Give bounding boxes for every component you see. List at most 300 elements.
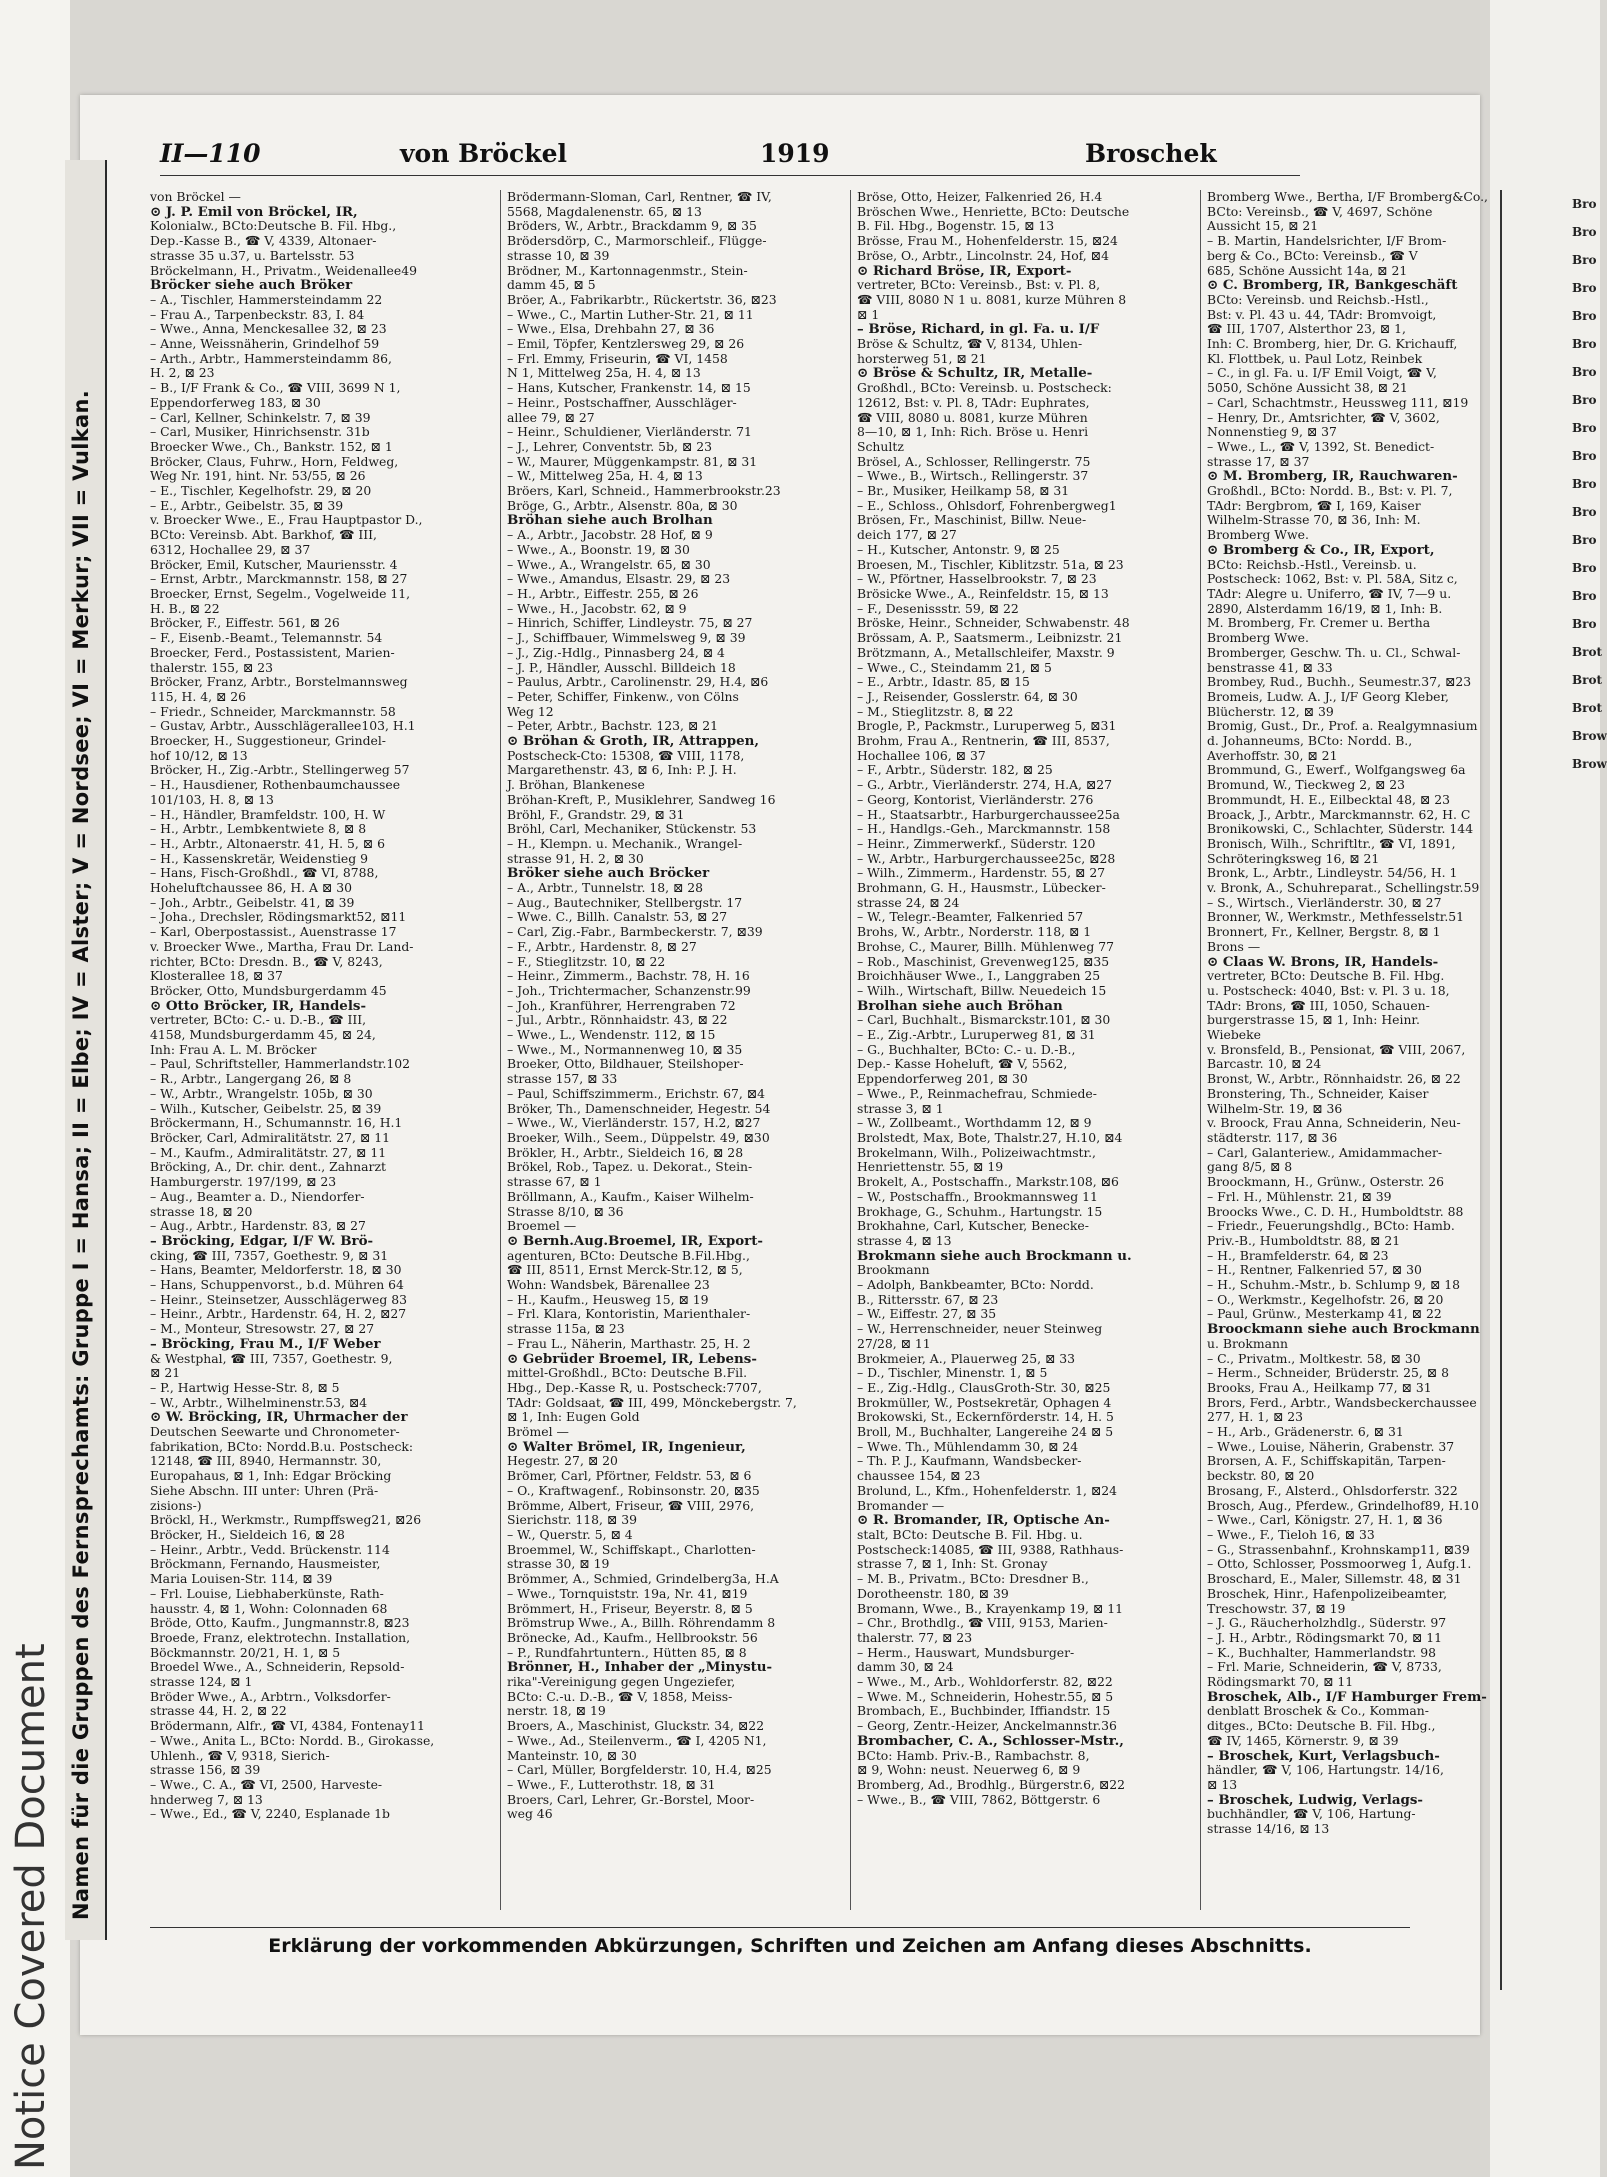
directory-entry: Wiebeke [1207,1027,1261,1043]
directory-entry: – Aug., Arbtr., Hardenstr. 83, ⊠ 27 [150,1218,366,1234]
directory-entry: Eppendorferweg 183, ⊠ 30 [150,394,321,410]
directory-entry: Weg Nr. 191, hint. Nr. 53/55, ⊠ 26 [150,468,366,484]
directory-entry: – H., Händler, Bramfeldstr. 100, H. W [150,806,386,822]
directory-entry: – H., Arbtr., Altonaerstr. 41, H. 5, ⊠ 6 [150,835,385,851]
directory-entry: – Wilh., Wirtschaft, Billw. Neuedeich 15 [857,982,1107,998]
directory-entry: Priv.-B., Humboldtstr. 88, ⊠ 21 [1207,1232,1401,1248]
directory-entry: BCto: Hamb. Priv.-B., Rambachstr. 8, [857,1747,1090,1763]
directory-entry: Bröcker, Otto, Mundsburgerdamm 45 [150,982,387,998]
directory-entry: – Friedr., Schneider, Marckmannstr. 58 [150,703,396,719]
directory-entry: Bröcking, A., Dr. chir. dent., Zahnarzt [150,1159,386,1175]
directory-entry: Bromberg, Ad., Brodhlg., Bürgerstr.6, ⊠22 [857,1776,1125,1792]
directory-entry: chaussee 154, ⊠ 23 [857,1468,981,1484]
directory-entry: ☎ VIII, 8080 u. 8081, kurze Mühren [857,409,1088,425]
directory-entry: – Hans, Schuppenvorst., b.d. Mühren 64 [150,1277,404,1293]
directory-entry: Brösel, A., Schlosser, Rellingerstr. 75 [857,453,1091,469]
directory-entry: allee 79, ⊠ 27 [507,409,595,425]
directory-entry: – Wwe., M., Normannenweg 10, ⊠ 35 [507,1041,743,1057]
directory-entry: Bronnert, Fr., Kellner, Bergstr. 8, ⊠ 1 [1207,924,1441,940]
directory-entry: Bröske, Heinr., Schneider, Schwabenstr. 48 [857,615,1130,631]
directory-entry: – Wwe., M., Arb., Wohldorferstr. 82, ⊠22 [857,1674,1113,1690]
directory-entry: v. Broecker Wwe., E., Frau Hauptpastor D., [150,512,423,528]
directory-entry: Deutschen Seewarte und Chronometer- [150,1424,400,1440]
directory-entry: – Henry, Dr., Amtsrichter, ☎ V, 3602, [1207,409,1440,425]
directory-entry: strasse 44, H. 2, ⊠ 22 [150,1703,287,1719]
directory-entry: Brökel, Rob., Tapez. u. Dekorat., Stein- [507,1159,753,1175]
directory-entry: – H., Kutscher, Antonstr. 9, ⊠ 25 [857,541,1060,557]
directory-entry: Bröcker, Emil, Kutscher, Mauriensstr. 4 [150,556,398,572]
directory-entry: – Wwe., Anna, Menckesallee 32, ⊠ 23 [150,321,387,337]
directory-entry: – Georg, Zentr.-Heizer, Anckelmannstr.36 [857,1718,1117,1734]
directory-entry: Bromeis, Ludw. A. J., I/F Georg Kleber, [1207,688,1449,704]
directory-entry: – Wwe., C. A., ☎ VI, 2500, Harveste- [150,1776,383,1792]
directory-entry: H. 2, ⊠ 23 [150,365,215,381]
directory-entry: Bröse, Otto, Heizer, Falkenried 26, H.4 [857,189,1103,204]
directory-entry: Postscheck-Cto: 15308, ☎ VIII, 1178, [507,747,745,763]
directory-entry: Bröder Wwe., A., Arbtrn., Volksdorfer- [150,1688,391,1704]
edge-overlay-text: Notice Covered Document [8,1643,54,2170]
directory-entry: beckstr. 80, ⊠ 20 [1207,1468,1315,1484]
directory-entry: Wilhelm-Strasse 70, ⊠ 36, Inh: M. [1207,512,1421,528]
directory-entry: Treschowstr. 37, ⊠ 19 [1207,1600,1346,1616]
directory-entry: – Aug., Bautechniker, Stellbergstr. 17 [507,894,743,910]
directory-entry: – Wwe., W., Vierländerstr. 157, H.2, ⊠27 [507,1115,761,1131]
directory-entry: Bröhl, F., Grandstr. 29, ⊠ 31 [507,806,685,822]
directory-entry: – C., in gl. Fa. u. I/F Emil Voigt, ☎ V, [1207,365,1437,381]
directory-entry: ⊙ Bromberg & Co., IR, Export, [1207,541,1435,558]
directory-entry: – Paul, Schriftsteller, Hammerlandstr.102 [150,1056,411,1072]
directory-entry: – P., Hartwig Hesse-Str. 8, ⊠ 5 [150,1379,340,1395]
directory-column-1 [150,190,490,1910]
directory-entry: 685, Schöne Aussicht 14a, ⊠ 21 [1207,262,1408,278]
directory-entry: – G., Buchhalter, BCto: C.- u. D.-B., [857,1041,1076,1057]
directory-entry: BCto: Vereinsb. Abt. Barkhof, ☎ III, [150,527,377,543]
directory-entry: – Hans, Beamter, Meldorferstr. 18, ⊠ 30 [150,1262,402,1278]
directory-entry: strasse 67, ⊠ 1 [507,1174,602,1190]
directory-entry: strasse 24, ⊠ 24 [857,894,960,910]
directory-entry: – H., Hausdiener, Rothenbaumchaussee [150,777,401,793]
directory-entry: v. Broecker Wwe., Martha, Frau Dr. Land- [150,938,414,954]
directory-entry: Brössam, A. P., Saatsmerm., Leibnizstr. 21 [857,630,1123,646]
directory-entry: stalt, BCto: Deutsche B. Fil. Hbg. u. [857,1526,1083,1542]
adjacent-page-entry: Bro [1572,589,1597,603]
directory-entry: Strasse 8/10, ⊠ 36 [507,1203,624,1219]
directory-entry: – F., Desenissstr. 59, ⊠ 22 [857,600,1019,616]
directory-entry: Brokhage, G., Schuhm., Hartungstr. 15 [857,1203,1103,1219]
directory-entry: Uhlenh., ☎ V, 9318, Sierich- [150,1747,330,1763]
directory-entry: Klosterallee 18, ⊠ 37 [150,968,283,984]
directory-entry: Brolund, L., Kfm., Hohenfelderstr. 1, ⊠24 [857,1482,1117,1498]
directory-entry: Broecker, Ernst, Segelm., Vogelweide 11, [150,585,411,601]
directory-entry: Brokowski, St., Eckernförderstr. 14, H. 5 [857,1409,1114,1425]
adjacent-page-entry: Bro [1572,533,1597,547]
directory-entry: – Peter, Arbtr., Bachstr. 123, ⊠ 21 [507,718,718,734]
footer-divider [150,1927,1410,1928]
directory-entry: Barcastr. 10, ⊠ 24 [1207,1056,1322,1072]
edge-overlay [0,900,60,2177]
directory-entry: Brors, Ferd., Arbtr., Wandsbeckerchaussee [1207,1394,1477,1410]
adjacent-page-entry: Brow [1572,757,1607,771]
directory-entry: Brödersdörp, C., Marmorschleif., Flügge- [507,233,767,249]
directory-entry: – Wwe., H., Jacobstr. 62, ⊠ 9 [507,600,687,616]
directory-entry: Brökler, H., Arbtr., Sieldeich 16, ⊠ 28 [507,1144,744,1160]
adjacent-page-entry: Brow [1572,729,1607,743]
directory-entry: ⊙ C. Bromberg, IR, Bankgeschäft [1207,277,1458,294]
directory-entry: berg & Co., BCto: Vereinsb., ☎ V [1207,247,1418,263]
directory-entry: Schultz [857,438,904,454]
directory-entry: – Wwe., A., Wrangelstr. 65, ⊠ 30 [507,556,711,572]
directory-entry: Bröckl, H., Werkmstr., Rumpffsweg21, ⊠26 [150,1512,422,1528]
directory-entry: Brösse, Frau M., Hohenfelderstr. 15, ⊠24 [857,233,1118,249]
directory-entry: – E., Schloss., Ohlsdorf, Fohrenbergweg1 [857,497,1117,513]
directory-entry: – Wwe., C., Martin Luther-Str. 21, ⊠ 11 [507,306,754,322]
directory-entry: thalerstr. 155, ⊠ 23 [150,659,273,675]
directory-entry: – E., Zig.-Hdlg., ClausGroth-Str. 30, ⊠25 [857,1379,1111,1395]
directory-entry: vertreter, BCto: C.- u. D.-B., ☎ III, [150,1012,367,1028]
side-banner-text: Namen für die Gruppen des Fernsprechamts: Gruppe I = Hansa; II = Elbe; IV = Alster; V = Nordsee; VI = Merkur; VII = Vulkan. [69,390,93,1920]
directory-entry: – Carl, Müller, Borgfelderstr. 10, H.4, ⊠25 [507,1762,772,1778]
directory-entry: Brömmert, H., Friseur, Beyerstr. 8, ⊠ 5 [507,1600,753,1616]
directory-entry: Wilhelm-Str. 19, ⊠ 36 [1207,1100,1343,1116]
directory-entry: – F., Arbtr., Hardenstr. 8, ⊠ 27 [507,938,697,954]
directory-entry: – Wwe., B., ☎ VIII, 7862, Böttgerstr. 6 [857,1791,1101,1807]
adjacent-page-entry: Bro [1572,197,1597,211]
directory-entry: – J. G., Räucherholzhdlg., Süderstr. 97 [1207,1615,1447,1631]
directory-entry: Bröse & Schultz, ☎ V, 8134, Uhlen- [857,336,1083,352]
directory-entry: – W., Arbtr., Harburgerchaussee25c, ⊠28 [857,850,1116,866]
directory-entry: Blücherstr. 12, ⊠ 39 [1207,703,1334,719]
directory-entry: städterstr. 117, ⊠ 36 [1207,1130,1338,1145]
directory-entry: Bröckermann, H., Schumannstr. 16, H.1 [150,1115,403,1131]
directory-entry: – M., Kaufm., Admiralitätstr. 27, ⊠ 11 [150,1144,387,1160]
adjacent-page-fragment [1500,190,1607,1990]
directory-entry: – Wwe. Th., Mühlendamm 30, ⊠ 24 [857,1438,1079,1454]
adjacent-page-entry: Bro [1572,225,1597,239]
directory-entry: Brohs, W., Arbtr., Norderstr. 118, ⊠ 1 [857,924,1092,940]
directory-entry: – Aug., Beamter a. D., Niendorfer- [150,1188,365,1204]
adjacent-page-entry: Bro [1572,309,1597,323]
directory-entry: Bromberg Wwe., Bertha, I/F Bromberg&Co., [1207,189,1488,204]
directory-entry: Brösicke Wwe., A., Reinfeldstr. 15, ⊠ 13 [857,585,1109,601]
adjacent-page-entry: Bro [1572,561,1597,575]
directory-entry: – Wwe., F., Tieloh 16, ⊠ 33 [1207,1526,1375,1542]
directory-entry: – Chr., Brothdlg., ☎ VIII, 9153, Marien- [857,1615,1108,1631]
directory-entry: Brömer, Carl, Pförtner, Feldstr. 53, ⊠ 6 [507,1468,752,1484]
directory-entry: u. Postscheck: 4040, Bst: v. Pl. 3 u. 18, [1207,982,1450,998]
directory-entry: Kl. Flottbek, u. Paul Lotz, Reinbek [1207,350,1423,366]
directory-entry: – Bröse, Richard, in gl. Fa. u. I/F [857,321,1100,338]
directory-entry: ⊙ Bernh.Aug.Broemel, IR, Export- [507,1232,763,1249]
directory-entry: – Carl, Buchhalt., Bismarckstr.101, ⊠ 30 [857,1012,1111,1028]
directory-entry: ⊙ W. Bröcking, IR, Uhrmacher der [150,1409,408,1426]
directory-entry: – W., Maurer, Müggenkampstr. 81, ⊠ 31 [507,453,758,469]
directory-entry: M. Bromberg, Fr. Cremer u. Bertha [1207,615,1431,631]
directory-entry: Bröckmann, Fernando, Hausmeister, [150,1556,381,1572]
directory-entry: Großhdl., BCto: Nordd. B., Bst: v. Pl. 7, [1207,483,1453,499]
directory-entry: Brombach, E., Buchbinder, Iffiandstr. 15 [857,1703,1111,1719]
directory-entry: – H., Kassenskretär, Weidenstieg 9 [150,850,369,866]
directory-entry: – Joh., Kranführer, Herrengraben 72 [507,997,736,1013]
directory-entry: ⊠ 9, Wohn: neust. Neuerweg 6, ⊠ 9 [857,1762,1081,1778]
directory-entry: Schröteringksweg 16, ⊠ 21 [1207,850,1380,866]
directory-entry: Hbg., Dep.-Kasse R, u. Postscheck:7707, [507,1379,762,1395]
directory-entry: Broede, Franz, elektrotechn. Installation, [150,1629,411,1645]
directory-entry: vertreter, BCto: Deutsche B. Fil. Hbg. [1207,968,1445,984]
directory-entry: burgerstrasse 15, ⊠ 1, Inh: Heinr. [1207,1012,1420,1028]
directory-entry: hnderweg 7, ⊠ 13 [150,1791,263,1807]
directory-entry: Brohm, Frau A., Rentnerin, ☎ III, 8537, [857,733,1110,749]
directory-entry: Broschek, Alb., I/F Hamburger Frem- [1207,1688,1487,1705]
directory-entry: strasse 156, ⊠ 39 [150,1762,261,1778]
directory-entry: – Paul, Schiffszimmerm., Erichstr. 67, ⊠4 [507,1085,765,1101]
header-year: 1919 [760,139,830,168]
directory-entry: – F., Eisenb.-Beamt., Telemannstr. 54 [150,630,383,646]
directory-entry: – H., Rentner, Falkenried 57, ⊠ 30 [1207,1262,1422,1278]
directory-entry: Sierichstr. 118, ⊠ 39 [507,1512,637,1528]
directory-entry: Broichhäuser Wwe., I., Langgraben 25 [857,968,1101,984]
directory-entry: 5568, Magdalenenstr. 65, ⊠ 13 [507,203,702,219]
directory-entry: – C., Privatm., Moltkestr. 58, ⊠ 30 [1207,1350,1421,1366]
directory-entry: Brödermann-Sloman, Carl, Rentner, ☎ IV, [507,189,772,204]
directory-entry: – J., Lehrer, Conventstr. 5b, ⊠ 23 [507,438,712,454]
directory-entry: – Wwe., Louise, Näherin, Grabenstr. 37 [1207,1438,1455,1454]
directory-entry: richter, BCto: Dresdn. B., ☎ V, 8243, [150,953,383,969]
directory-entry: v. Bronsfeld, B., Pensionat, ☎ VIII, 2067, [1207,1041,1466,1057]
directory-entry: – E., Arbtr., Geibelstr. 35, ⊠ 39 [150,497,344,513]
directory-entry: Bromig, Gust., Dr., Prof. a. Realgymnasium [1207,718,1478,734]
directory-entry: – Hans, Fisch-Großhdl., ☎ VI, 8788, [150,865,379,881]
directory-entry: Brohmann, G. H., Hausmstr., Lübecker- [857,880,1106,896]
directory-entry: – H., Staatsarbtr., Harburgerchaussee25a [857,806,1120,822]
directory-entry: – Heinr., Zimmerm., Bachstr. 78, H. 16 [507,968,750,984]
directory-entry: B. Fil. Hbg., Bogenstr. 15, ⊠ 13 [857,218,1055,234]
directory-entry: – R., Arbtr., Langergang 26, ⊠ 8 [150,1071,352,1087]
directory-entry: BCto: Reichsb.-Hstl., Vereinsb. u. [1207,556,1417,572]
directory-entry: Bröge, G., Arbtr., Alsenstr. 80a, ⊠ 30 [507,497,738,513]
directory-entry: Aussicht 15, ⊠ 21 [1207,218,1319,234]
directory-entry: v. Broock, Frau Anna, Schneiderin, Neu- [1207,1115,1461,1131]
directory-entry: TAdr: Brons, ☎ III, 1050, Schauen- [1207,997,1430,1013]
directory-entry: ⊙ Otto Bröcker, IR, Handels- [150,997,367,1014]
directory-entry: – J., Reisender, Gosslerstr. 64, ⊠ 30 [857,688,1078,704]
directory-entry: – Georg, Kontorist, Vierländerstr. 276 [857,791,1094,807]
side-banner [65,160,107,1940]
directory-entry: – Wwe., Tornquiststr. 19a, Nr. 41, ⊠19 [507,1585,748,1601]
directory-entry: strasse 10, ⊠ 39 [507,247,610,263]
directory-entry: 27/28, ⊠ 11 [857,1335,931,1351]
directory-entry: – Paulus, Arbtr., Carolinenstr. 29, H.4, ⊠6 [507,674,769,690]
directory-entry: ⊠ 13 [1207,1776,1238,1792]
adjacent-page-entry: Bro [1572,393,1597,407]
directory-entry: – W., Pförtner, Hasselbrookstr. 7, ⊠ 23 [857,571,1097,587]
directory-entry: – Wwe., Ad., Steilenverm., ☎ I, 4205 N1, [507,1732,767,1748]
directory-entry: ⊙ Bröse & Schultz, IR, Metalle- [857,365,1093,382]
directory-entry: Bromann, Wwe., B., Krayenkamp 19, ⊠ 11 [857,1600,1123,1616]
directory-entry: Brokmann siehe auch Brockmann u. [857,1247,1132,1264]
directory-entry: – Wilh., Zimmerm., Hardenstr. 55, ⊠ 27 [857,865,1106,881]
directory-entry: damm 30, ⊠ 24 [857,1659,954,1675]
directory-entry: Bröers, Karl, Schneid., Hammerbrookstr.23 [507,483,781,499]
directory-entry: nerstr. 18, ⊠ 19 [507,1703,606,1719]
directory-entry: – Bröcking, Frau M., I/F Weber [150,1335,381,1352]
directory-entry: Bröcker, Claus, Fuhrw., Horn, Feldweg, [150,453,399,469]
directory-entry: – Br., Musiker, Heilkamp 58, ⊠ 31 [857,483,1070,499]
directory-entry: Bronisch, Wilh., Schriftltr., ☎ VI, 1891, [1207,835,1456,851]
directory-entry: Broecker Wwe., Ch., Bankstr. 152, ⊠ 1 [150,438,393,454]
directory-entry: – Heinr., Arbtr., Hardenstr. 64, H. 2, ⊠27 [150,1306,407,1322]
directory-entry: Kolonialw., BCto:Deutsche B. Fil. Hbg., [150,218,397,234]
directory-entry: Bröker siehe auch Bröcker [507,865,710,882]
directory-entry: – W., Postschaffn., Brookmannsweg 11 [857,1188,1098,1204]
directory-entry: – J., Schiffbauer, Wimmelsweg 9, ⊠ 39 [507,630,746,646]
directory-entry: – Wwe., Elsa, Drehbahn 27, ⊠ 36 [507,321,715,337]
directory-entry: – H., Arb., Grädenerstr. 6, ⊠ 31 [1207,1424,1404,1440]
directory-entry: Bröcker, Carl, Admiralitätstr. 27, ⊠ 11 [150,1130,391,1145]
directory-entry: – Wwe. C., Billh. Canalstr. 53, ⊠ 27 [507,909,728,925]
directory-entry: – M., Monteur, Stresowstr. 27, ⊠ 27 [150,1321,375,1337]
directory-entry: – A., Arbtr., Tunnelstr. 18, ⊠ 28 [507,880,704,896]
directory-entry: – J., Zig.-Hdlg., Pinnasberg 24, ⊠ 4 [507,644,725,660]
directory-entry: Europahaus, ⊠ 1, Inh: Edgar Bröcking [150,1468,392,1484]
directory-entry: BCto: C.-u. D.-B., ☎ V, 1858, Meiss- [507,1688,733,1704]
directory-entry: – Hinrich, Schiffer, Lindleystr. 75, ⊠ 27 [507,615,753,631]
directory-entry: Margarethenstr. 43, ⊠ 6, Inh: P. J. H. [507,762,737,778]
directory-entry: Bröcker siehe auch Bröker [150,277,353,294]
directory-entry: ⊠ 1 [857,306,880,322]
directory-entry: hof 10/12, ⊠ 13 [150,747,248,763]
directory-entry: – Wwe., Anita L., BCto: Nordd. B., Girokasse, [150,1732,435,1748]
directory-entry: – Friedr., Feuerungshdlg., BCto: Hamb. [1207,1218,1455,1234]
directory-entry: – Frau L., Näherin, Marthastr. 25, H. 2 [507,1335,751,1351]
directory-entry: ditges., BCto: Deutsche B. Fil. Hbg., [1207,1718,1436,1734]
directory-entry: Brokhahne, Carl, Kutscher, Benecke- [857,1218,1089,1234]
directory-entry: Bronst, W., Arbtr., Rönnhaidstr. 26, ⊠ 22 [1207,1071,1461,1087]
directory-entry: – Peter, Schiffer, Finkenw., von Cölns [507,688,739,704]
directory-entry: Broack, J., Arbtr., Marckmannstr. 62, H. C [1207,806,1471,822]
directory-entry: Siehe Abschn. III unter: Uhren (Prä- [150,1482,379,1498]
directory-entry: Brosang, F., Alsterd., Ohlsdorferstr. 322 [1207,1482,1458,1498]
directory-entry: Bronstering, Th., Schneider, Kaiser [1207,1085,1429,1101]
directory-entry: – W., Arbtr., Wilhelminenstr.53, ⊠4 [150,1394,368,1410]
directory-entry: Brorsen, A. F., Schiffskapitän, Tarpen- [1207,1453,1446,1469]
directory-entry: BCto: Vereinsb., ☎ V, 4697, Schöne [1207,203,1433,219]
directory-entry: – Wwe., Amandus, Elsastr. 29, ⊠ 23 [507,571,731,587]
directory-entry: – H., Handlgs.-Geh., Marckmannstr. 158 [857,821,1111,837]
directory-entry: Brommund, G., Ewerf., Wolfgangsweg 6a [1207,762,1466,778]
directory-entry: ⊙ Richard Bröse, IR, Export- [857,262,1072,279]
directory-entry: – E., Zig.-Arbtr., Luruperweg 81, ⊠ 31 [857,1027,1096,1043]
directory-entry: – Th. P. J., Kaufmann, Wandsbecker- [857,1453,1082,1469]
directory-entry: strasse 157, ⊠ 33 [507,1071,618,1087]
directory-entry: – Herm., Hauswart, Mundsburger- [857,1644,1075,1660]
adjacent-page-entry: Bro [1572,617,1597,631]
directory-entry: Broschek, Hinr., Hafenpolizeibeamter, [1207,1585,1448,1601]
directory-entry: B., Rittersstr. 67, ⊠ 23 [857,1291,999,1307]
adjacent-page-entry: Brot [1572,701,1603,715]
directory-entry: Broll, M., Buchhalter, Langereihe 24 ⊠ 5 [857,1424,1114,1440]
directory-entry: – Emil, Töpfer, Kentzlersweg 29, ⊠ 26 [507,336,745,352]
directory-entry: – H., Arbtr., Eiffestr. 255, ⊠ 26 [507,585,699,601]
directory-entry: 4158, Mundsburgerdamm 45, ⊠ 24, [150,1027,376,1043]
directory-entry: strasse 3, ⊠ 1 [857,1100,944,1116]
directory-entry: strasse 4, ⊠ 13 [857,1232,952,1248]
directory-entry: – Frl. Marie, Schneiderin, ☎ V, 8733, [1207,1659,1442,1675]
directory-entry: damm 45, ⊠ 5 [507,277,596,293]
directory-entry: – Herm., Schneider, Brüderstr. 25, ⊠ 8 [1207,1365,1449,1381]
directory-entry: Bromberg Wwe. [1207,630,1309,646]
directory-column-2 [500,190,841,1910]
directory-entry: – Wwe., Ed., ☎ V, 2240, Esplanade 1b [150,1806,390,1822]
directory-entry: – G., Strassenbahnf., Krohnskamp11, ⊠39 [1207,1541,1470,1557]
directory-entry: – G., Arbtr., Vierländerstr. 274, H.A, ⊠27 [857,777,1113,793]
directory-entry: Brokelmann, Wilh., Polizeiwachtmstr., [857,1144,1096,1160]
directory-entry: Inh: C. Bromberg, hier, Dr. G. Krichauff, [1207,336,1458,352]
directory-entry: thalerstr. 77, ⊠ 23 [857,1629,973,1645]
directory-entry: Broockmann siehe auch Brockmann [1207,1321,1480,1338]
directory-entry: – Carl, Schachtmstr., Heussweg 111, ⊠19 [1207,394,1469,410]
directory-entry: – A., Arbtr., Jacobstr. 28 Hof, ⊠ 9 [507,527,713,543]
directory-entry: Bronner, W., Werkmstr., Methfesselstr.51 [1207,909,1465,925]
directory-entry: 2890, Alsterdamm 16/19, ⊠ 1, Inh: B. [1207,600,1443,616]
directory-entry: – Carl, Kellner, Schinkelstr. 7, ⊠ 39 [150,409,371,425]
directory-entry: buchhändler, ☎ V, 106, Hartung- [1207,1806,1416,1822]
directory-entry: Brolhan siehe auch Bröhan [857,997,1063,1014]
directory-entry: – Frl. Louise, Liebhaberkünste, Rath- [150,1585,384,1601]
directory-entry: Nonnenstieg 9, ⊠ 37 [1207,424,1337,440]
directory-entry: – O., Kraftwagenf., Robinsonstr. 20, ⊠35 [507,1482,760,1498]
directory-entry: Bröcker, H., Zig.-Arbtr., Stellingerweg 57 [150,762,410,778]
directory-entry: – F., Arbtr., Süderstr. 182, ⊠ 25 [857,762,1053,778]
directory-entry: Weg 12 [507,703,554,719]
directory-entry: Hoheluftchaussee 86, H. A ⊠ 30 [150,880,352,896]
directory-entry: ⊙ Walter Brömel, IR, Ingenieur, [507,1438,746,1455]
directory-entry: Bröcker, H., Sieldeich 16, ⊠ 28 [150,1526,345,1542]
adjacent-page-entry: Bro [1572,365,1597,379]
directory-entry: ⊙ J. P. Emil von Bröckel, IR, [150,203,358,220]
directory-entry: – Adolph, Bankbeamter, BCto: Nordd. [857,1277,1094,1293]
directory-entry: – Bröcking, Edgar, I/F W. Brö- [150,1232,374,1249]
directory-entry: zisions-) [150,1497,202,1513]
directory-entry: gang 8/5, ⊠ 8 [1207,1159,1293,1175]
directory-entry: – Joha., Drechsler, Rödingsmarkt52, ⊠11 [150,909,407,925]
directory-entry: Brooks, Frau A., Heilkamp 77, ⊠ 31 [1207,1379,1432,1395]
adjacent-page-entry: Bro [1572,253,1597,267]
directory-entry: 8—10, ⊠ 1, Inh: Rich. Bröse u. Henri [857,424,1089,440]
directory-entry: Brötzmann, A., Metallschleifer, Maxstr. 9 [857,644,1115,660]
directory-entry: – W., Eiffestr. 27, ⊠ 35 [857,1306,997,1322]
directory-entry: ⊠ 1, Inh: Eugen Gold [507,1409,640,1425]
directory-entry: J. Bröhan, Blankenese [507,777,645,793]
directory-entry: – Wwe., L., ☎ V, 1392, St. Benedict- [1207,438,1435,454]
directory-entry: Brösen, Fr., Maschinist, Billw. Neue- [857,512,1087,528]
directory-entry: Broesen, M., Tischler, Kiblitzstr. 51a, ⊠ 23 [857,556,1124,572]
directory-entry: horsterweg 51, ⊠ 21 [857,350,987,366]
directory-entry: – Hans, Kutscher, Frankenstr. 14, ⊠ 15 [507,380,751,396]
directory-entry: TAdr: Alegre u. Uniferro, ☎ IV, 7—9 u. [1207,585,1452,601]
directory-entry: Brömstrup Wwe., A., Billh. Röhrendamm 8 [507,1615,776,1631]
directory-entry: H. B., ⊠ 22 [150,600,220,616]
directory-entry: Brömme, Albert, Friseur, ☎ VIII, 2976, [507,1497,755,1513]
adjacent-page-entry: Bro [1572,477,1597,491]
directory-entry: Postscheck:14085, ☎ III, 9388, Rathhaus- [857,1541,1124,1557]
directory-entry: cking, ☎ III, 7357, Goethestr. 9, ⊠ 31 [150,1247,389,1263]
directory-entry: Manteinstr. 10, ⊠ 30 [507,1747,637,1763]
directory-entry: – Wwe., Carl, Königstr. 27, H. 1, ⊠ 36 [1207,1512,1443,1528]
directory-entry: – Carl, Galanteriew., Amidammacher- [1207,1144,1443,1160]
directory-entry: – O., Werkmstr., Kegelhofstr. 26, ⊠ 20 [1207,1291,1444,1307]
directory-entry: – Jul., Arbtr., Rönnhaidstr. 43, ⊠ 22 [507,1012,728,1028]
directory-entry: Brokelt, A., Postschaffn., Markstr.108, ⊠6 [857,1174,1119,1190]
